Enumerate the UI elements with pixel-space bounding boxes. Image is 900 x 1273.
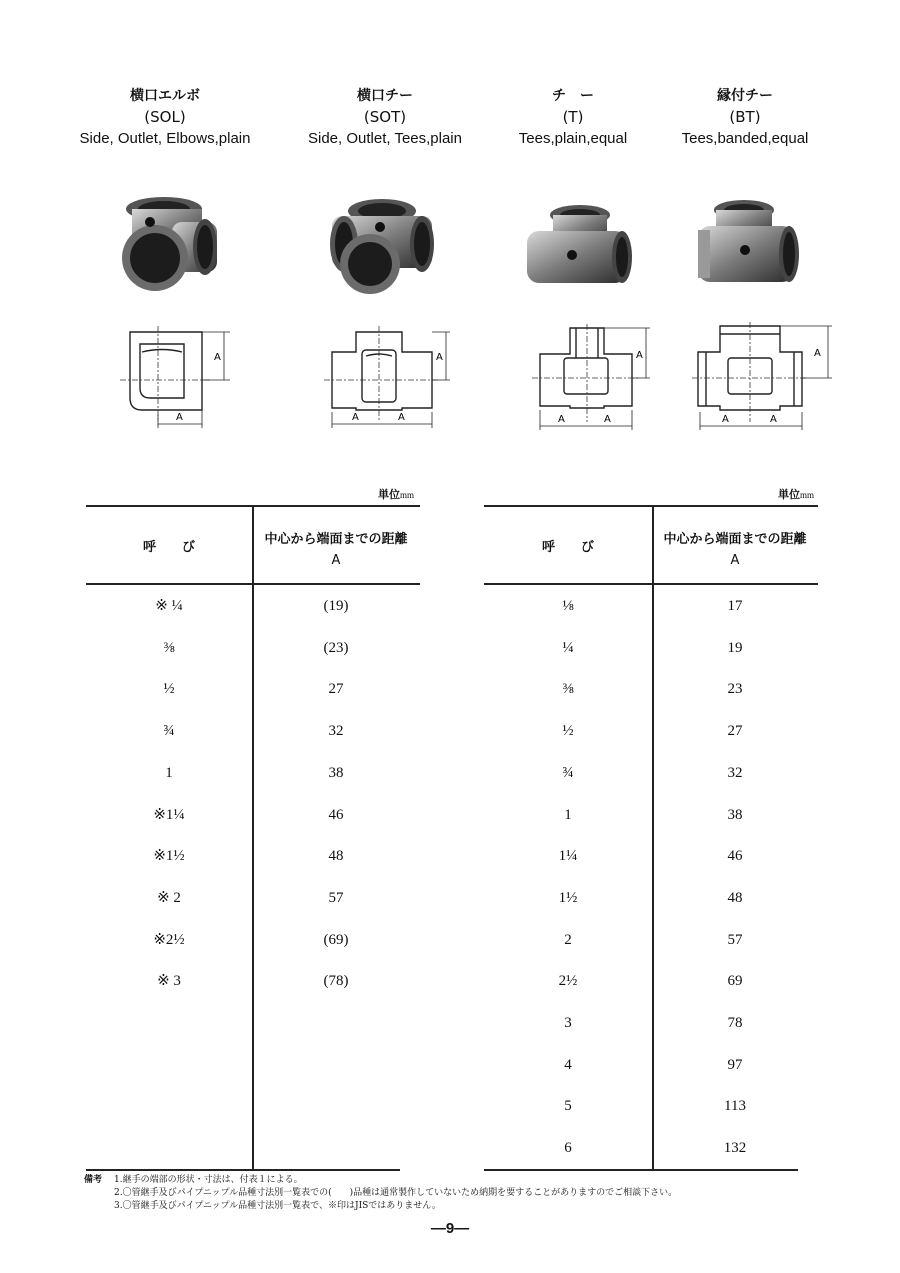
nominal-size-cell: ¼: [562, 640, 574, 656]
nominal-size-cell: ※2½: [153, 932, 185, 948]
remarks: [84, 1174, 678, 1213]
header-distance: 中心から端面までの距離: [663, 532, 807, 547]
bt-diagram: [692, 322, 837, 434]
nominal-size-cell: 2: [564, 932, 572, 948]
nominal-size-cell: ½: [562, 723, 574, 739]
nominal-size-cell: ⅜: [562, 681, 574, 697]
nominal-size-cell: ※ ¼: [155, 598, 183, 614]
distance-a-cell: 48: [328, 848, 344, 864]
nominal-size-cell: ※ 3: [157, 973, 181, 989]
distance-a-cell: 38: [727, 807, 743, 823]
nominal-size-cell: ½: [163, 681, 175, 697]
product-code: (SOT): [363, 108, 407, 126]
dim-label-a: A: [814, 348, 821, 359]
product-name-en: Side, Outlet, Elbows,plain: [79, 130, 251, 147]
product-code: (SOL): [144, 108, 186, 126]
dim-label-a: A: [722, 414, 729, 425]
nominal-size-cell: 1: [165, 765, 173, 781]
nominal-size-cell: 6: [564, 1140, 572, 1156]
sot-photo: [322, 194, 442, 298]
bt-photo: [692, 198, 802, 290]
remarks-label: 備考: [84, 1175, 103, 1185]
nominal-size-cell: 4: [564, 1057, 572, 1073]
dim-label-a: A: [636, 350, 643, 361]
t-photo: [525, 203, 635, 289]
page-number: —9—: [430, 1220, 470, 1237]
dim-label-a: A: [558, 414, 565, 425]
unit-label-left: [378, 486, 414, 502]
distance-a-cell: 27: [328, 681, 344, 697]
nominal-size-cell: 1½: [558, 890, 578, 906]
product-name-ja: 縁付チー: [717, 88, 773, 104]
dim-label-a: A: [604, 414, 611, 425]
nominal-size-cell: 1¼: [558, 848, 578, 864]
sol-diagram: [112, 322, 252, 434]
distance-a-cell: 46: [328, 807, 344, 823]
product-name-en: Side, Outlet, Tees,plain: [308, 130, 462, 147]
dim-label-a: A: [770, 414, 777, 425]
nominal-size-cell: 2½: [558, 973, 578, 989]
table-bottom-rule: [484, 1169, 798, 1171]
distance-a-cell: 48: [727, 890, 743, 906]
sol-photo: [112, 192, 224, 300]
nominal-size-cell: ¾: [562, 765, 574, 781]
distance-a-cell: 57: [727, 932, 743, 948]
unit-text: 単位: [378, 489, 400, 501]
distance-a-cell: 113: [724, 1098, 746, 1114]
distance-a-cell: (69): [323, 932, 349, 948]
distance-a-cell: 57: [328, 890, 344, 906]
product-name-en: Tees,plain,equal: [518, 130, 628, 147]
product-sol-heading: [60, 86, 270, 149]
t-diagram: [530, 322, 660, 434]
distance-a-cell: 27: [727, 723, 743, 739]
distance-a-cell: (23): [323, 640, 349, 656]
distance-a-cell: (19): [323, 598, 349, 614]
product-name-ja: チ ー: [552, 88, 594, 104]
product-name-en: Tees,banded,equal: [681, 130, 809, 147]
remarks-line: 2.〇管継手及びパイプニップル品種寸法別一覧表での( )品種は通常製作していないため納期を要することがありますのでご相談下さい。: [114, 1188, 678, 1198]
remarks-line: 3.〇管継手及びパイプニップル品種寸法別一覧表で、※印はJISではありません。: [114, 1201, 441, 1211]
distance-a-cell: 23: [727, 681, 743, 697]
nominal-size-cell: ⅛: [562, 598, 574, 614]
header-distance: 中心から端面までの距離: [264, 532, 408, 547]
dim-label-a: A: [214, 352, 221, 363]
unit-label-right: [778, 486, 814, 502]
nominal-size-cell: ¾: [163, 723, 175, 739]
nominal-size-cell: ※ 2: [157, 890, 181, 906]
table-header-rule: [484, 583, 818, 585]
nominal-size-cell: ※1¼: [153, 807, 185, 823]
dim-label-a: A: [176, 412, 183, 423]
distance-a-cell: 38: [328, 765, 344, 781]
distance-a-cell: 97: [727, 1057, 743, 1073]
nominal-size-cell: 1: [564, 807, 572, 823]
dim-label-a: A: [436, 352, 443, 363]
header-nominal: 呼 び: [541, 540, 594, 555]
distance-a-cell: 132: [723, 1140, 747, 1156]
nominal-size-cell: ※1½: [153, 848, 185, 864]
dim-label-a: A: [352, 412, 359, 423]
product-name-ja: 横口エルボ: [130, 88, 200, 104]
distance-a-cell: 78: [727, 1015, 743, 1031]
dim-label-a: A: [398, 412, 405, 423]
header-nominal: 呼 び: [142, 540, 195, 555]
distance-a-cell: 46: [727, 848, 743, 864]
table-top-rule: [484, 505, 818, 507]
sot-diagram: [322, 322, 462, 434]
nominal-size-cell: 3: [564, 1015, 572, 1031]
distance-a-cell: 69: [727, 973, 743, 989]
product-code: (T): [562, 108, 584, 126]
product-sot-heading: [280, 86, 490, 149]
remarks-line: 1.継手の端部の形状・寸法は、付表１による。: [114, 1175, 303, 1185]
table-bottom-rule: [86, 1169, 400, 1171]
unit-text: 単位: [778, 489, 800, 501]
product-bt-heading: [640, 86, 850, 149]
unit-mm: mm: [800, 490, 815, 500]
distance-a-cell: (78): [323, 973, 349, 989]
nominal-size-cell: ⅜: [163, 640, 175, 656]
distance-a-cell: 32: [328, 723, 344, 739]
distance-a-cell: 17: [727, 598, 743, 614]
header-a: A: [730, 553, 740, 568]
nominal-size-cell: 5: [564, 1098, 572, 1114]
product-code: (BT): [729, 108, 761, 126]
distance-a-cell: 32: [727, 765, 743, 781]
unit-mm: mm: [400, 490, 415, 500]
product-name-ja: 横口チー: [357, 88, 413, 104]
header-a: A: [331, 553, 341, 568]
distance-a-cell: 19: [727, 640, 743, 656]
